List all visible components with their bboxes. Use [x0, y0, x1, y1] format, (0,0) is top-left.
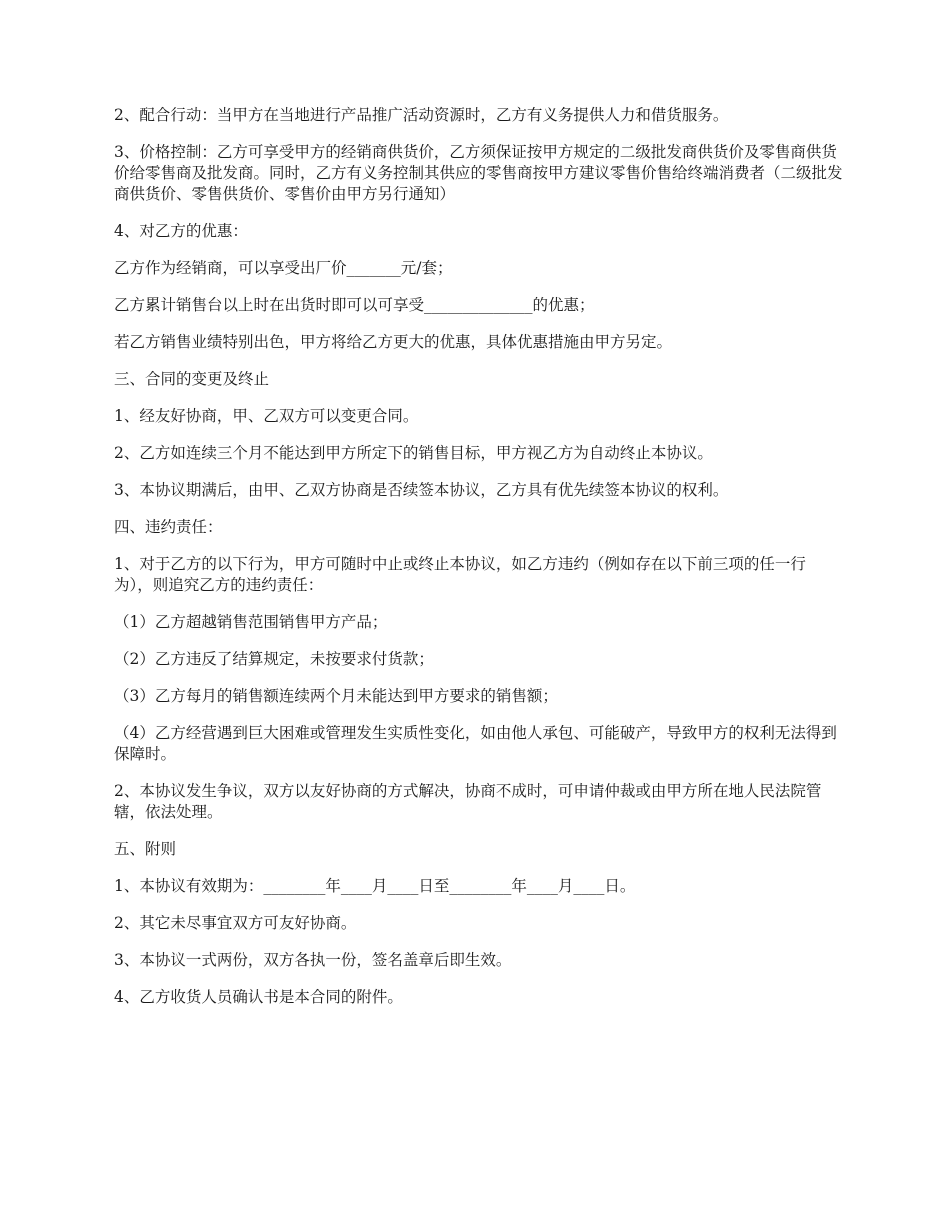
breach-item-4: （4）乙方经营遇到巨大困难或管理发生实质性变化，如由他人承包、可能破产，导致甲方的权利无法得到保障时。 [114, 724, 837, 763]
clause-auto-termination: 2、乙方如连续三个月不能达到甲方所定下的销售目标，甲方视乙方为自动终止本协议。 [114, 444, 713, 462]
breach-item-3: （3）乙方每月的销售额连续两个月未能达到甲方要求的销售额； [114, 687, 558, 705]
breach-item-2: （2）乙方违反了结算规定，未按要求付货款； [114, 650, 434, 668]
clause-discount-heading: 4、对乙方的优惠： [114, 222, 248, 240]
clause-cooperation: 2、配合行动：当甲方在当地进行产品推广活动资源时，乙方有义务提供人力和借货服务。 [114, 106, 729, 124]
section-heading-liability: 四、违约责任： [114, 518, 223, 536]
discount-cumulative-sales: 乙方累计销售台以上时在出货时即可以可享受______________的优惠； [114, 296, 595, 314]
clause-other-matters: 2、其它未尽事宜双方可友好协商。 [114, 914, 357, 932]
document-page [114, 105, 844, 1024]
clause-attachment: 4、乙方收货人员确认书是本合同的附件。 [114, 988, 403, 1006]
clause-price-control: 3、价格控制：乙方可享受甲方的经销商供货价，乙方须保证按甲方规定的二级批发商供货价及零售商供货价给零售商及批发商。同时，乙方有义务控制其供应的零售商按甲方建议零售价售给终端消费者（二级批发商供货价、零售供货价、零售价由甲方另行通知） [114, 143, 843, 203]
breach-item-1: （1）乙方超越销售范围销售甲方产品； [114, 613, 388, 631]
clause-copies: 3、本协议一式两份，双方各执一份，签名盖章后即生效。 [114, 951, 512, 969]
discount-outstanding-performance: 若乙方销售业绩特别出色，甲方将给乙方更大的优惠，具体优惠措施由甲方另定。 [114, 333, 673, 351]
section-heading-supplementary: 五、附则 [114, 840, 177, 858]
section-heading-contract-change: 三、合同的变更及终止 [114, 370, 270, 388]
clause-breach-actions: 1、对于乙方的以下行为，甲方可随时中止或终止本协议，如乙方违约（例如存在以下前三项的任一行为），则追究乙方的违约责任： [114, 555, 806, 594]
clause-dispute-resolution: 2、本协议发生争议，双方以友好协商的方式解决，协商不成时，可申请仲裁或由甲方所在地人民法院管辖，依法处理。 [114, 782, 822, 821]
clause-renewal: 3、本协议期满后，由甲、乙双方协商是否续签本协议，乙方具有优先续签本协议的权利。 [114, 481, 729, 499]
discount-factory-price: 乙方作为经销商，可以享受出厂价_______元/套； [114, 259, 453, 277]
clause-change-by-agreement: 1、经友好协商，甲、乙双方可以变更合同。 [114, 407, 419, 425]
clause-validity-period: 1、本协议有效期为：________年____月____日至________年____月____日。 [114, 877, 636, 895]
